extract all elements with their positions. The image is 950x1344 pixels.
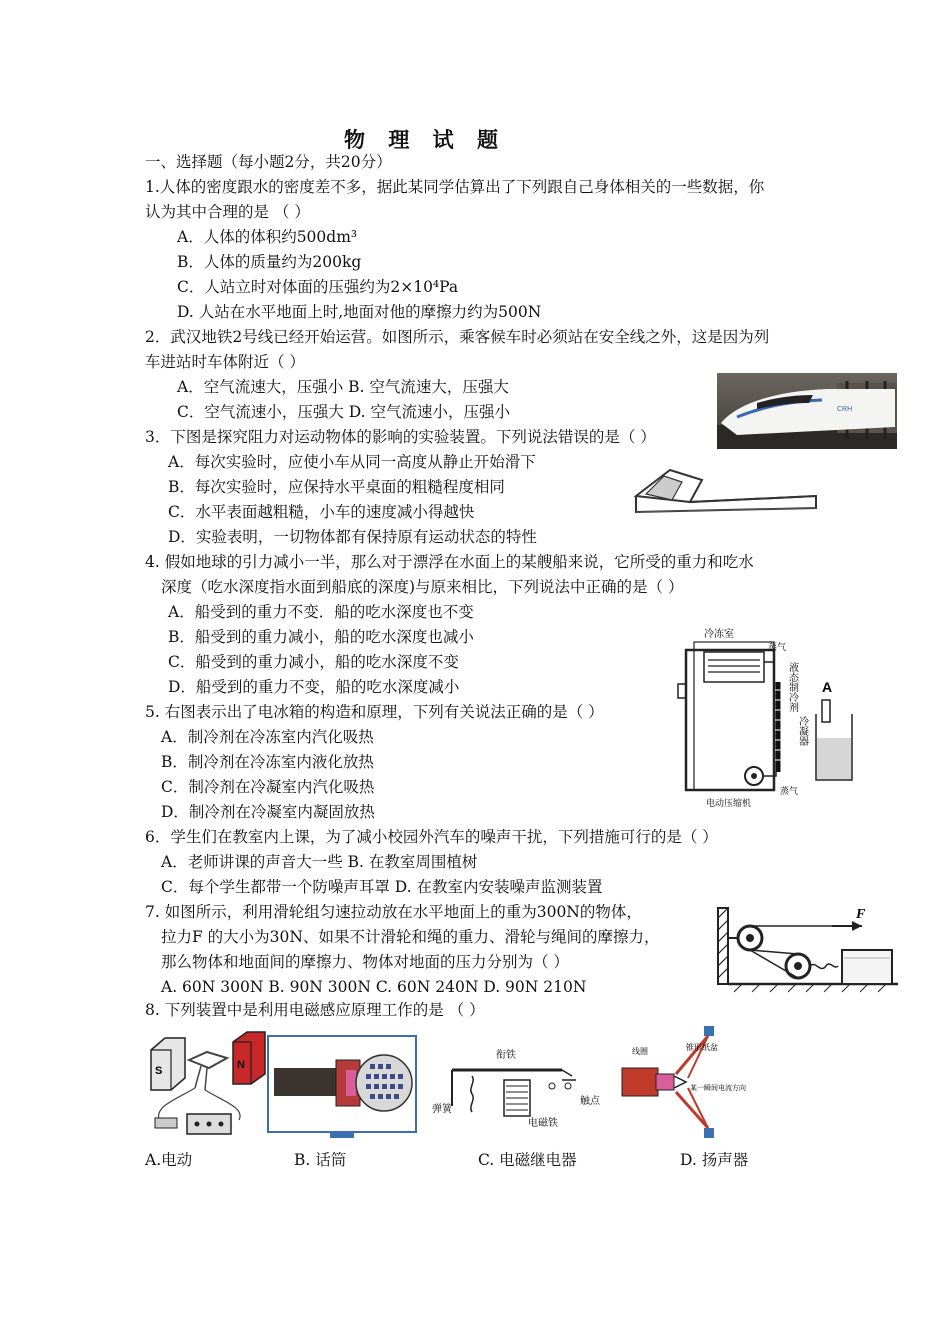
q1-stem-line2: 认为其中合理的是 （ ） [145, 203, 310, 221]
fridge-label-condenser: 冷凝器 [796, 716, 808, 746]
q1-stem-line1: 1.人体的密度跟水的密度差不多，据此某同学估算出了下列跟自己身体相关的一些数据，你 [145, 178, 765, 196]
q4-stem-line2: 深度（吃水深度指水面到船底的深度)与原来相比，下列说法中正确的是（ ） [161, 578, 684, 596]
q4-stem-line1: 4. 假如地球的引力减小一半，那么对于漂浮在水面上的某艘船来说，它所受的重力和吃水 [145, 553, 754, 571]
page-title: 物 理 试 题 [344, 127, 506, 152]
q4-option-b: B．船受到的重力减小，船的吃水深度也减小 [168, 628, 474, 646]
relay-label-contact: 触点 [580, 1096, 600, 1107]
q2-options-ab: A．空气流速大，压强小 B. 空气流速大，压强大 [177, 378, 509, 396]
fridge-label-vapor-top: 蒸气 [768, 643, 787, 653]
q3-option-a: A．每次实验时，应使小车从同一高度从静止开始滑下 [168, 453, 536, 471]
section-heading: 一、选择题（每小题2分，共20分） [145, 153, 392, 171]
q5-stem: 5. 右图表示出了电冰箱的构造和原理，下列有关说法正确的是（ ） [145, 703, 604, 721]
q4-option-d: D．船受到的重力不变，船的吃水深度减小 [168, 678, 460, 696]
microphone-figure [266, 1034, 418, 1140]
fridge-diagram [676, 622, 856, 812]
q3-option-b: B．每次实验时，应保持水平桌面的粗糙程度相同 [168, 478, 505, 496]
q3-option-c: C．水平表面越粗糙，小车的速度减小得越快 [168, 503, 475, 521]
fridge-label-liquid: 液态制冷剂 [786, 662, 798, 712]
speaker-label-current: 某一瞬间电流方向 [690, 1084, 746, 1092]
q6-stem: 6．学生们在教室内上课，为了减小校园外汽车的噪声干扰，下列措施可行的是（ ） [145, 828, 718, 846]
q1-option-d: D. 人站在水平地面上时,地面对他的摩擦力约为500N [177, 303, 542, 321]
q1-option-c: C．人站立时对体面的压强约为2×10⁴Pa [177, 278, 459, 296]
q7-stem-line3: 那么物体和地面间的摩擦力、物体对地面的压力分别为（ ） [161, 953, 569, 971]
q6-options-cd: C．每个学生都带一个防噪声耳罩 D. 在教室内安装噪声监测装置 [161, 878, 603, 896]
q8-option-b: B. 话筒 [294, 1151, 347, 1169]
q2-options-cd: C．空气流速小，压强大 D. 空气流速小，压强小 [177, 403, 511, 421]
q5-option-a: A．制冷剂在冷冻室内汽化吸热 [161, 728, 374, 746]
q8-stem: 8. 下列装置中是利用电磁感应原理工作的是 （ ） [145, 1001, 485, 1019]
ramp-figure [630, 462, 820, 524]
q3-option-d: D．实验表明，一切物体都有保持原有运动状态的特性 [168, 528, 537, 546]
motor-figure [145, 1030, 267, 1142]
pulley-figure [712, 904, 900, 996]
q7-options: A. 60N 300N B. 90N 300N C. 60N 240N D. 90N 210N [161, 978, 587, 996]
q1-option-b: B．人体的质量约为200kg [177, 253, 362, 271]
q7-stem-line1: 7. 如图所示，利用滑轮组匀速拉动放在水平地面上的重为300N的物体， [145, 903, 642, 921]
q2-stem-line1: 2．武汉地铁2号线已经开始运营。如图所示，乘客候车时必须站在安全线之外，这是因为列 [145, 328, 770, 346]
train-photo [717, 373, 897, 449]
speaker-figure [616, 1024, 746, 1142]
q2-stem-line2: 车进站时车体附近（ ） [145, 353, 305, 371]
fridge-letter-a: A [822, 679, 833, 695]
relay-label-magnet: 电磁铁 [528, 1118, 558, 1129]
pulley-force-label: F [856, 907, 866, 922]
q5-option-b: B．制冷剂在冷冻室内液化放热 [161, 753, 374, 771]
q1-option-a: A．人体的体积约500dm³ [177, 228, 358, 246]
q8-option-d: D. 扬声器 [680, 1151, 749, 1169]
q5-option-d: D．制冷剂在冷凝室内凝固放热 [161, 803, 375, 821]
q8-option-a: A.电动 [145, 1151, 193, 1169]
q5-option-c: C．制冷剂在冷凝室内汽化吸热 [161, 778, 375, 796]
q6-options-ab: A．老师讲课的声音大一些 B. 在教室周围植树 [161, 853, 478, 871]
q7-stem-line2: 拉力F 的大小为30N、如果不计滑轮和绳的重力、滑轮与绳间的摩擦力， [161, 928, 660, 946]
q3-stem: 3．下图是探究阻力对运动物体的影响的实验装置。下列说法错误的是（ ） [145, 428, 656, 446]
fridge-label-freezer: 冷冻室 [704, 629, 734, 640]
motor-pole-s: S [155, 1065, 163, 1077]
q8-option-c: C. 电磁继电器 [478, 1151, 577, 1169]
fridge-label-compressor: 电动压缩机 [706, 799, 752, 809]
motor-pole-n: N [237, 1059, 245, 1071]
relay-label-spring: 弹簧 [432, 1104, 452, 1115]
fridge-label-vapor-bottom: 蒸气 [780, 787, 799, 797]
q4-option-c: C．船受到的重力减小，船的吃水深度不变 [168, 653, 459, 671]
train-logo-text: CRH [837, 406, 853, 413]
q4-option-a: A．船受到的重力不变．船的吃水深度也不变 [168, 603, 474, 621]
relay-figure [432, 1046, 608, 1130]
relay-label-iron: 衔铁 [496, 1050, 516, 1061]
speaker-label-coil: 线圈 [632, 1047, 648, 1056]
speaker-label-cone: 锥形纸盆 [686, 1043, 718, 1052]
